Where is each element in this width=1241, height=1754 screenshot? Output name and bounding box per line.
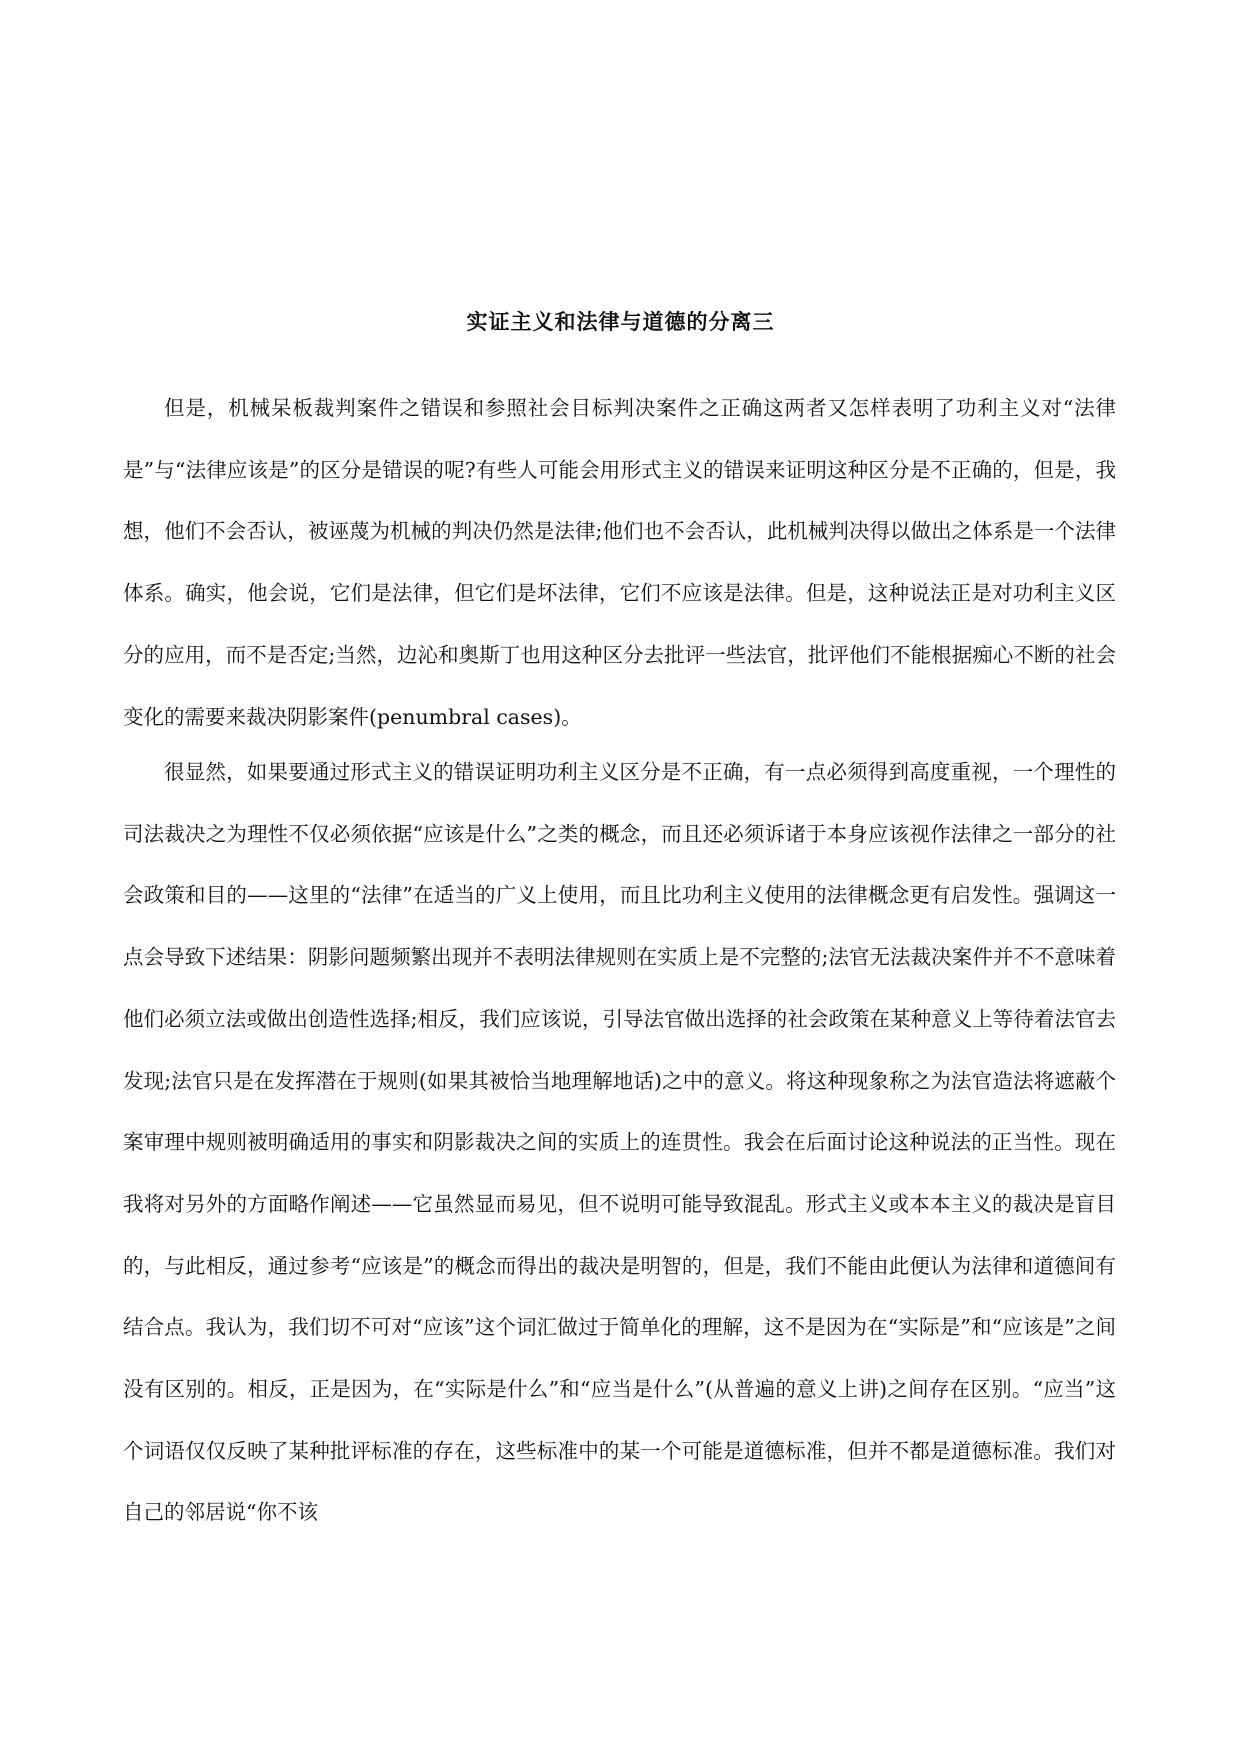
body-paragraph-1: 但是，机械呆板裁判案件之错误和参照社会目标判决案件之正确这两者又怎样表明了功利主义对“法律是”与“法律应该是”的区分是错误的呢?有些人可能会用形式主义的错误来证明这种区分是不正确的，但是，我想，他们不会否认，被诬蔑为机械的判决仍然是法律;他们也不会否认，此机械判决得以做出之体系是一个法律体系。确实，他会说，它们是法律，但它们是坏法律，它们不应该是法律。但是，这种说法正是对功利主义区分的应用，而不是否定;当然，边沁和奥斯丁也用这种区分去批评一些法官，批评他们不能根据痴心不断的社会变化的需要来裁决阴影案件(penumbral cases)。 [123, 396, 1116, 729]
body-paragraph-2: 很显然，如果要通过形式主义的错误证明功利主义区分是不正确，有一点必须得到高度重视，一个理性的司法裁决之为理性不仅必须依据“应该是什么”之类的概念，而且还必须诉诸于本身应该视作法律之一部分的社会政策和目的——这里的“法律”在适当的广义上使用，而且比功利主义使用的法律概念更有启发性。强调这一点会导致下述结果：阴影问题频繁出现并不表明法律规则在实质上是不完整的;法官无法裁决案件并不不意味着他们必须立法或做出创造性选择;相反，我们应该说，引导法官做出选择的社会政策在某种意义上等待着法官去发现;法官只是在发挥潜在于规则(如果其被恰当地理解地话)之中的意义。将这种现象称之为法官造法将遮蔽个案审理中规则被明确适用的事实和阴影裁决之间的实质上的连贯性。我会在后面讨论这种说法的正当性。现在我将对另外的方面略作阐述——它虽然显而易见，但不说明可能导致混乱。形式主义或本本主义的裁决是盲目的，与此相反，通过参考“应该是”的概念而得出的裁决是明智的，但是，我们不能由此便认为法律和道德间有结合点。我认为，我们切不可对“应该”这个词汇做过于简单化的理解，这不是因为在“实际是”和“应该是”之间没有区别的。相反，正是因为，在“实际是什么”和“应当是什么”(从普遍的意义上讲)之间存在区别。“应当”这个词语仅仅反映了某种批评标准的存在，这些标准中的某一个可能是道德标准，但并不都是道德标准。我们对自己的邻居说“你不该 [123, 760, 1116, 1525]
document-title: 实证主义和法律与道德的分离三 [466, 309, 775, 334]
